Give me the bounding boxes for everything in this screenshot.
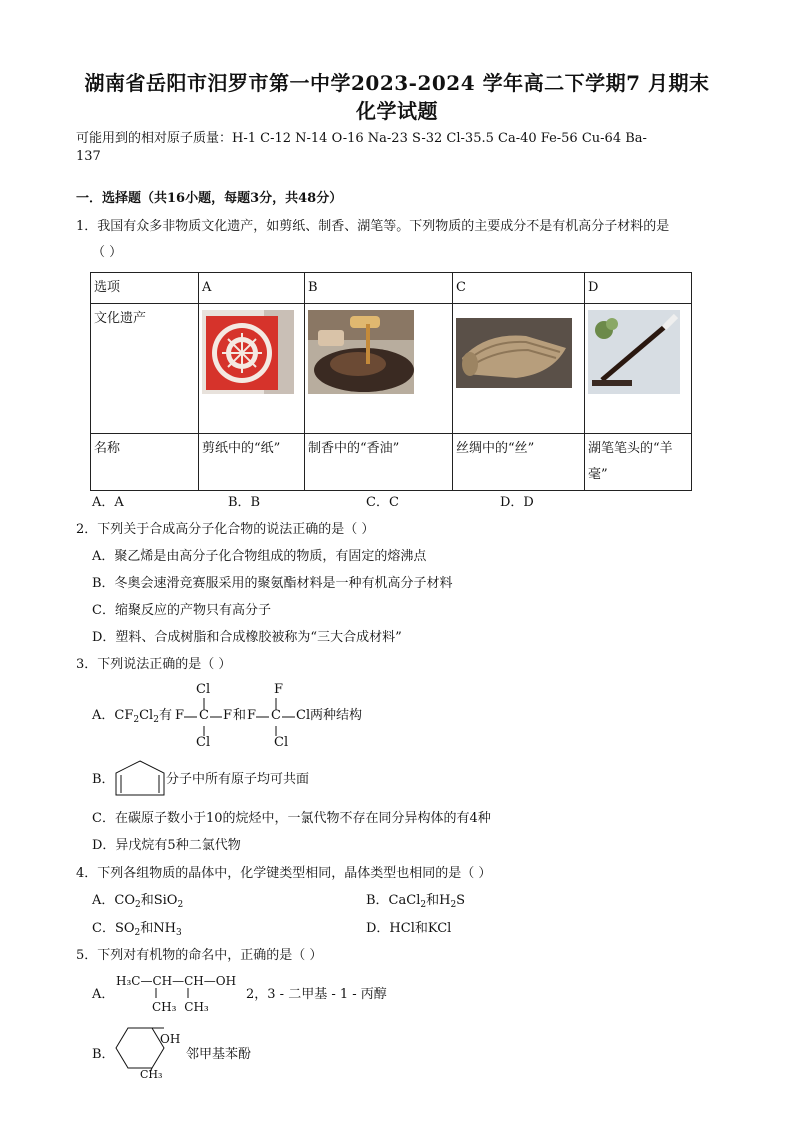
q4-option-a — [92, 892, 183, 910]
q5-b-ch3: CH₃ — [140, 1068, 163, 1081]
section-heading: 一．选择题（共16小题，每题3分，共48分） — [76, 191, 343, 206]
q4-stem: 4．下列各组物质的晶体中，化学键类型相同，晶体类型也相同的是（ ） — [76, 866, 492, 881]
q1-name-a: 剪纸中的“纸” — [199, 434, 305, 491]
q3-a-tail: 两种结构 — [310, 708, 363, 723]
struct2-bottom: Cl — [274, 735, 289, 750]
q1-image-c-cell — [453, 304, 585, 434]
q3-a-prefix: A．CF — [92, 708, 134, 723]
q4-a-sub1: 2 — [135, 900, 141, 910]
q5-b-label: B． — [92, 1047, 115, 1062]
q5-a-branch-bonds — [150, 988, 210, 998]
exam-title-line1: 湖南省岳阳市汨罗市第一中学2023-2024 学年高二下学期7 月期末 — [84, 71, 710, 95]
q1-heritage-label: 文化遗产 — [91, 304, 199, 434]
q1-stem: 1．我国有众多非物质文化遗产，如剪纸、制香、湖笔等。下列物质的主要成分不是有机高分子材料的是 — [76, 219, 670, 234]
q5-b-oh: OH — [160, 1032, 181, 1046]
q1-stem-paren: （ ） — [92, 245, 123, 260]
q4-b-part3: S — [456, 893, 466, 908]
q5-a-formula-bottom: CH₃ CH₃ — [152, 1000, 209, 1014]
table-row — [91, 273, 692, 304]
q1-name-label: 名称 — [91, 434, 199, 491]
struct2-right: Cl — [296, 708, 311, 723]
q5-a-label: A． — [92, 987, 115, 1002]
incense-making-image — [308, 310, 414, 394]
q1-name-d — [585, 434, 692, 491]
q1-option-a: A．A — [92, 495, 124, 510]
struct1-left: F — [175, 708, 185, 723]
q1-name-b: 制香中的“香油” — [305, 434, 453, 491]
q4-option-d: D．HCl和KCl — [366, 921, 452, 936]
papercut-image — [202, 310, 294, 394]
struct1-bottom: Cl — [196, 735, 211, 750]
q2-option-a: A．聚乙烯是由高分子化合物组成的物质，有固定的熔沸点 — [92, 549, 427, 564]
writing-brush-image — [588, 310, 680, 394]
q5-b-name: 邻甲基苯酚 — [186, 1047, 252, 1062]
q3-option-a — [92, 707, 172, 725]
q3-b-text: 分子中所有原子均可共面 — [166, 772, 310, 787]
struct1-top: Cl — [196, 682, 211, 697]
q4-b-sub1: 2 — [420, 900, 427, 910]
q4-c-part2: 和NH — [140, 921, 176, 936]
q1-header-c: C — [453, 273, 585, 304]
q1-option-c: C．C — [366, 495, 399, 510]
q1-header-d: D — [585, 273, 692, 304]
q4-a-sub2: 2 — [177, 900, 184, 910]
table-row — [91, 304, 692, 434]
q3-b-label: B． — [92, 772, 115, 787]
struct1-right: F — [223, 708, 233, 723]
q3-a-sub1: 2 — [133, 715, 140, 725]
q1-header-option: 选项 — [91, 273, 199, 304]
atomic-mass-line2: 137 — [76, 149, 101, 164]
q1-name-c: 丝绸中的“丝” — [453, 434, 585, 491]
struct2-left: F — [247, 708, 257, 723]
q4-option-c — [92, 920, 182, 938]
q1-table — [90, 272, 692, 491]
q2-option-b: B．冬奥会速滑竞赛服采用的聚氨酯材料是一种有机高分子材料 — [92, 576, 453, 591]
q2-option-c: C．缩聚反应的产物只有高分子 — [92, 603, 271, 618]
atomic-mass-line1: 可能用到的相对原子质量：H-1 C-12 N-14 O-16 Na-23 S-32 Cl-35.5 Ca-40 Fe-56 Cu-64 Ba- — [76, 131, 647, 146]
q2-stem: 2．下列关于合成高分子化合物的说法正确的是（ ） — [76, 522, 375, 537]
q3-stem: 3．下列说法正确的是（ ） — [76, 657, 232, 672]
q3-a-has: 有 — [158, 708, 172, 723]
silk-image — [456, 318, 572, 388]
q4-a-part1: A．CO — [92, 893, 135, 908]
q1-header-a: A — [199, 273, 305, 304]
q1-image-b-cell — [305, 304, 453, 434]
q4-c-sub1: 2 — [134, 928, 141, 938]
q4-b-part1: B．CaCl — [366, 893, 421, 908]
q4-b-sub2: 2 — [450, 900, 457, 910]
q2-option-d: D．塑料、合成树脂和合成橡胶被称为“三大合成材料” — [92, 630, 402, 645]
q3-a-cl: Cl — [139, 708, 154, 723]
struct2-bonds — [242, 690, 312, 740]
struct1-bonds — [170, 690, 240, 740]
exam-title-line2: 化学试题 — [356, 99, 438, 123]
q4-c-part1: C．SO — [92, 921, 135, 936]
struct2-center: C — [271, 708, 281, 723]
q1-image-a-cell — [199, 304, 305, 434]
q1-name-d-line1: 湖笔笔头的“羊 — [588, 441, 673, 456]
q3-option-d: D．异戊烷有5种二氯代物 — [92, 838, 241, 853]
table-row — [91, 434, 692, 491]
q3-option-c: C．在碳原子数小于10的烷烃中，一氯代物不存在同分异构体的有4种 — [92, 811, 491, 826]
q4-option-b — [366, 892, 465, 910]
q3-a-and: 和 — [233, 708, 247, 723]
q1-image-d-cell — [585, 304, 692, 434]
q4-a-part2: 和SiO — [140, 893, 178, 908]
cyclohexadiene-structure — [112, 758, 168, 800]
struct2-top: F — [274, 682, 284, 697]
q5-a-formula-top: H₃C—CH—CH—OH — [116, 974, 237, 988]
q1-header-b: B — [305, 273, 453, 304]
q1-option-d: D．D — [500, 495, 534, 510]
q3-a-sub2: 2 — [153, 715, 159, 725]
q5-stem: 5．下列对有机物的命名中，正确的是（ ） — [76, 948, 323, 963]
q5-a-name: 2，3 - 二甲基 - 1 - 丙醇 — [246, 987, 387, 1002]
q4-b-part2: 和H — [426, 893, 451, 908]
q1-name-d-line2: 毫” — [588, 467, 608, 482]
struct1-center: C — [199, 708, 209, 723]
q1-option-b: B．B — [228, 495, 261, 510]
q4-c-sub2: 3 — [175, 928, 182, 938]
